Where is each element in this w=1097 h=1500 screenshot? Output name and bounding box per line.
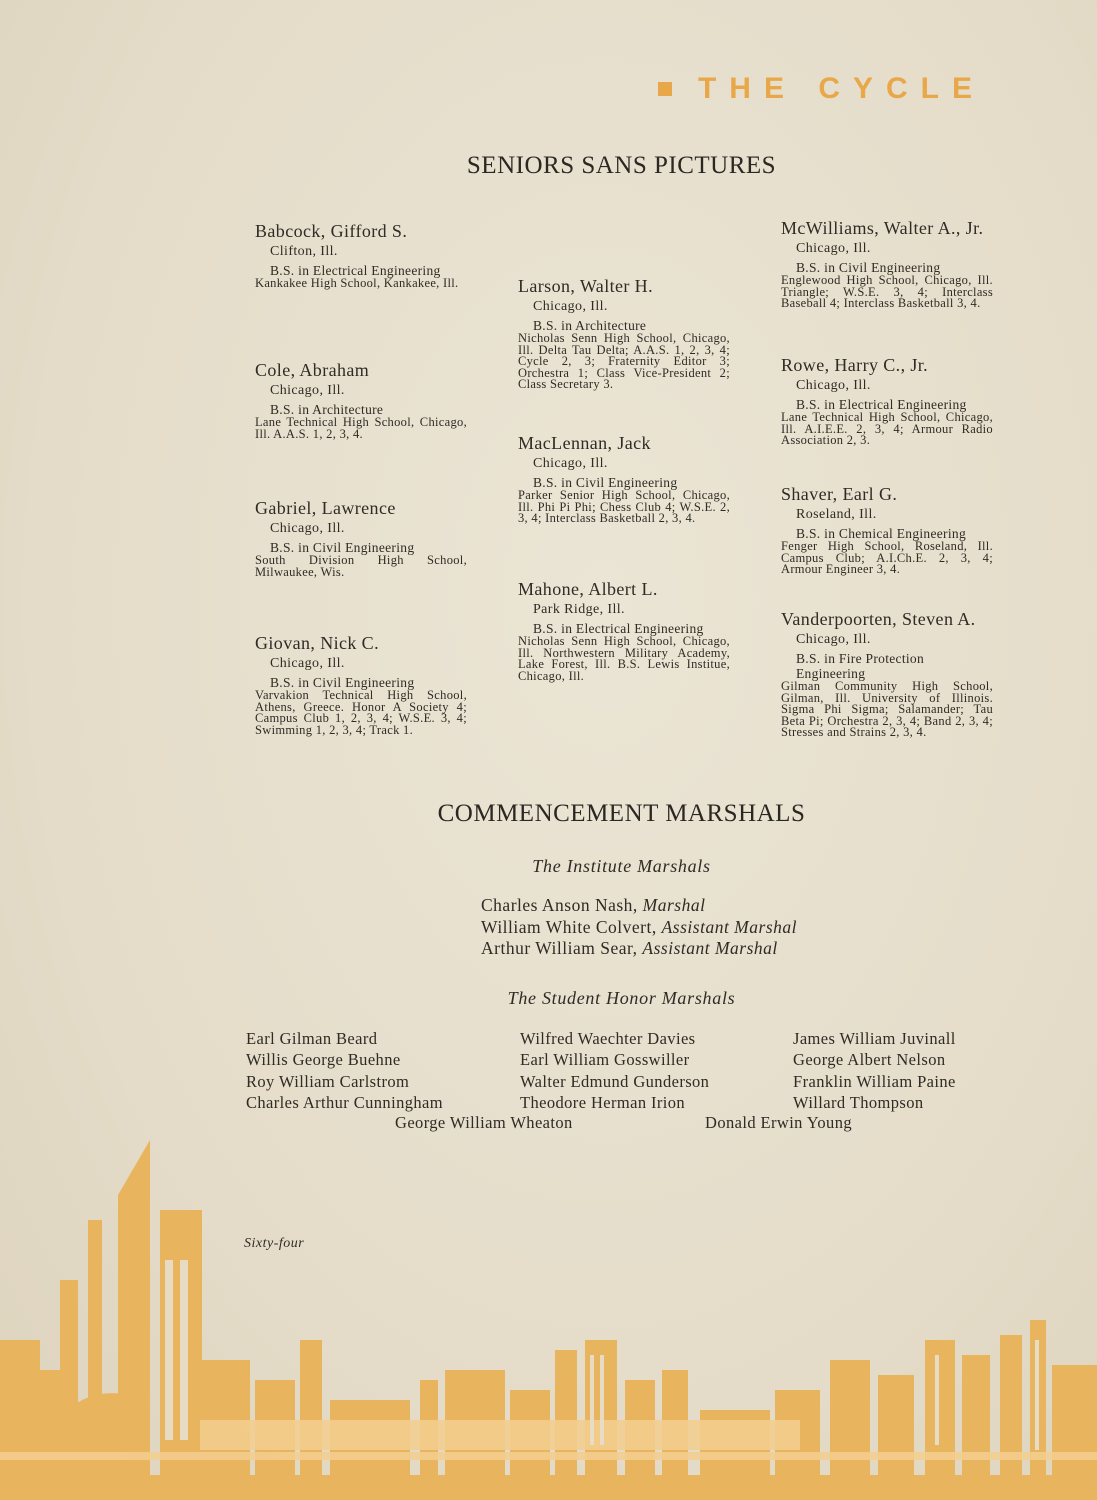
running-header bbox=[658, 72, 985, 106]
honor-marshal-name: George Albert Nelson bbox=[793, 1050, 946, 1070]
senior-degree: B.S. in Architecture bbox=[533, 318, 647, 333]
window-strip bbox=[165, 1260, 173, 1440]
senior-details: Lane Technical High School, Chicago, Ill. A.I.E.E. 2, 3, 4; Armour Radio Association 2, 3. bbox=[781, 410, 993, 447]
senior-entry bbox=[255, 498, 467, 578]
senior-degree: B.S. in Civil Engineering bbox=[270, 675, 415, 690]
marshal-role: Marshal bbox=[642, 895, 706, 915]
senior-name: Vanderpoorten, Steven A. bbox=[781, 609, 976, 629]
honor-marshal-name: Willard Thompson bbox=[793, 1092, 924, 1112]
senior-entry bbox=[255, 633, 467, 736]
honor-marshal-name: Donald Erwin Young bbox=[705, 1113, 852, 1132]
header-square-icon bbox=[658, 82, 672, 96]
senior-name: Cole, Abraham bbox=[255, 360, 370, 380]
marshal-name: Arthur William Sear, bbox=[481, 938, 638, 958]
building bbox=[1000, 1335, 1022, 1500]
honor-marshal-name: Walter Edmund Gunderson bbox=[520, 1071, 710, 1091]
senior-name: Gabriel, Lawrence bbox=[255, 498, 396, 518]
building bbox=[962, 1355, 990, 1500]
senior-degree: B.S. in Electrical Engineering bbox=[533, 621, 704, 636]
senior-entry bbox=[255, 221, 467, 290]
senior-name: MacLennan, Jack bbox=[518, 433, 651, 453]
senior-entry bbox=[255, 360, 467, 440]
senior-details: Nicholas Senn High School, Chicago, Ill. Northwestern Military Academy, Lake Forest, Ill. B.S. Lewis Institue, Chicago, Ill. bbox=[518, 634, 730, 683]
senior-degree: B.S. in Electrical Engineering bbox=[270, 263, 441, 278]
honor-marshals-column-1 bbox=[246, 1028, 443, 1113]
senior-degree: B.S. in Architecture bbox=[270, 402, 384, 417]
senior-name: Rowe, Harry C., Jr. bbox=[781, 355, 929, 375]
building bbox=[925, 1340, 955, 1500]
senior-details: Gilman Community High School, Gilman, Ill. University of Illinois. Sigma Phi Sigma; Salamander; Tau Beta Pi; Orchestra 2, 3, 4; Band 2, 3, 4; Stresses and Strains 2, 3, 4. bbox=[781, 679, 993, 739]
page-number: Sixty-four bbox=[244, 1236, 305, 1251]
marshal-name: William White Colvert, bbox=[481, 916, 657, 937]
institute-marshals-list bbox=[481, 895, 797, 960]
senior-details: Englewood High School, Chicago, Ill. Triangle; W.S.E. 3, 4; Interclass Baseball 4; Interclass Basketball 3, 4. bbox=[781, 273, 993, 310]
senior-name: Mahone, Albert L. bbox=[518, 579, 658, 599]
marshal-line bbox=[481, 917, 797, 939]
senior-town: Chicago, Ill. bbox=[270, 656, 345, 671]
senior-name: Babcock, Gifford S. bbox=[255, 221, 408, 241]
senior-name: Shaver, Earl G. bbox=[781, 484, 898, 504]
senior-details: Parker Senior High School, Chicago, Ill. Phi Pi Phi; Chess Club 4; W.S.E. 2, 3, 4; Interclass Basketball 2, 3, 4. bbox=[518, 488, 730, 525]
marshal-line bbox=[481, 895, 797, 917]
honor-marshals-column-3 bbox=[793, 1028, 956, 1113]
marshal-role: Assistant Marshal bbox=[661, 916, 797, 937]
senior-town: Chicago, Ill. bbox=[796, 241, 871, 256]
senior-town: Chicago, Ill. bbox=[533, 456, 608, 471]
senior-degree: B.S. in Chemical Engineering bbox=[796, 526, 966, 541]
student-honor-marshals-subtitle: The Student Honor Marshals bbox=[507, 988, 736, 1008]
senior-degree: B.S. in Electrical Engineering bbox=[796, 397, 967, 412]
senior-entry bbox=[518, 579, 730, 682]
senior-degree: B.S. in Civil Engineering bbox=[533, 475, 678, 490]
marshal-role: Assistant Marshal bbox=[642, 938, 778, 958]
senior-town: Chicago, Ill. bbox=[796, 378, 871, 393]
senior-details: Lane Technical High School, Chicago, Ill. A.A.S. 1, 2, 3, 4. bbox=[255, 415, 467, 441]
seniors-section-title: SENIORS SANS PICTURES bbox=[466, 152, 777, 179]
senior-degree: B.S. in Fire Protection Engineering bbox=[796, 651, 925, 681]
senior-entry bbox=[781, 218, 993, 310]
window-strip bbox=[1035, 1340, 1039, 1450]
honor-marshals-column-2 bbox=[520, 1028, 709, 1113]
senior-entry bbox=[781, 609, 993, 739]
senior-town: Chicago, Ill. bbox=[533, 299, 608, 314]
honor-marshal-name: Earl William Gosswiller bbox=[520, 1050, 690, 1070]
window-strip bbox=[935, 1355, 939, 1445]
building bbox=[0, 1340, 40, 1500]
honor-marshal-name: Theodore Herman Irion bbox=[520, 1092, 686, 1112]
building bbox=[1052, 1365, 1097, 1500]
senior-entry bbox=[781, 484, 993, 576]
horizon-line bbox=[0, 1452, 1097, 1460]
senior-town: Roseland, Ill. bbox=[796, 507, 877, 522]
honor-marshal-name: Wilfred Waechter Davies bbox=[520, 1029, 696, 1048]
marshals-section-title: COMMENCEMENT MARSHALS bbox=[437, 800, 806, 827]
senior-town: Park Ridge, Ill. bbox=[533, 602, 625, 617]
senior-entry bbox=[781, 355, 993, 447]
senior-town: Chicago, Ill. bbox=[270, 521, 345, 536]
senior-name: Giovan, Nick C. bbox=[255, 633, 379, 653]
senior-details: Kankakee High School, Kankakee, Ill. bbox=[255, 276, 459, 290]
window-strip bbox=[600, 1355, 604, 1445]
senior-town: Chicago, Ill. bbox=[796, 632, 871, 647]
senior-details: South Division High School, Milwaukee, Wis. bbox=[255, 553, 467, 579]
honor-marshal-name: Franklin William Paine bbox=[793, 1071, 956, 1091]
senior-town: Clifton, Ill. bbox=[270, 244, 338, 259]
senior-entry bbox=[518, 276, 730, 391]
senior-town: Chicago, Ill. bbox=[270, 383, 345, 398]
senior-degree: B.S. in Civil Engineering bbox=[796, 260, 941, 275]
honor-marshal-name: Earl Gilman Beard bbox=[246, 1029, 378, 1048]
honor-marshal-name: George William Wheaton bbox=[395, 1113, 573, 1132]
senior-details: Fenger High School, Roseland, Ill. Campus Club; A.I.Ch.E. 2, 3, 4; Armour Engineer 3, 4. bbox=[781, 539, 993, 576]
senior-name: McWilliams, Walter A., Jr. bbox=[781, 218, 984, 238]
window-strip bbox=[590, 1355, 594, 1445]
senior-degree: B.S. in Civil Engineering bbox=[270, 540, 415, 555]
window-strip bbox=[180, 1260, 188, 1440]
honor-marshal-name: Charles Arthur Cunningham bbox=[246, 1092, 443, 1112]
header-title: THE CYCLE bbox=[697, 72, 985, 105]
marshal-line bbox=[481, 938, 797, 960]
honor-marshal-name: James William Juvinall bbox=[793, 1029, 956, 1048]
honor-marshal-name: Willis George Buehne bbox=[246, 1050, 401, 1070]
senior-details: Varvakion Technical High School, Athens, Greece. Honor A Society 4; Campus Club 1, 2, 3, 4; W.S.E. 3, 4; Swimming 1, 2, 3, 4; Track 1. bbox=[255, 688, 467, 737]
skyline-illustration bbox=[0, 1140, 1097, 1500]
institute-marshals-subtitle: The Institute Marshals bbox=[532, 856, 711, 876]
marshal-name: Charles Anson Nash, bbox=[481, 895, 638, 915]
bridge-band bbox=[200, 1420, 800, 1450]
senior-entry bbox=[518, 433, 730, 525]
senior-name: Larson, Walter H. bbox=[518, 276, 653, 296]
honor-marshal-name: Roy William Carlstrom bbox=[246, 1071, 410, 1091]
building bbox=[878, 1375, 914, 1500]
senior-details: Nicholas Senn High School, Chicago, Ill. Delta Tau Delta; A.A.S. 1, 2, 3, 4; Cycle 2, 3; Fraternity Editor 3; Orchestra 1; Class Vice-President 2; Class Secretary 3. bbox=[518, 331, 730, 391]
building bbox=[830, 1360, 870, 1500]
